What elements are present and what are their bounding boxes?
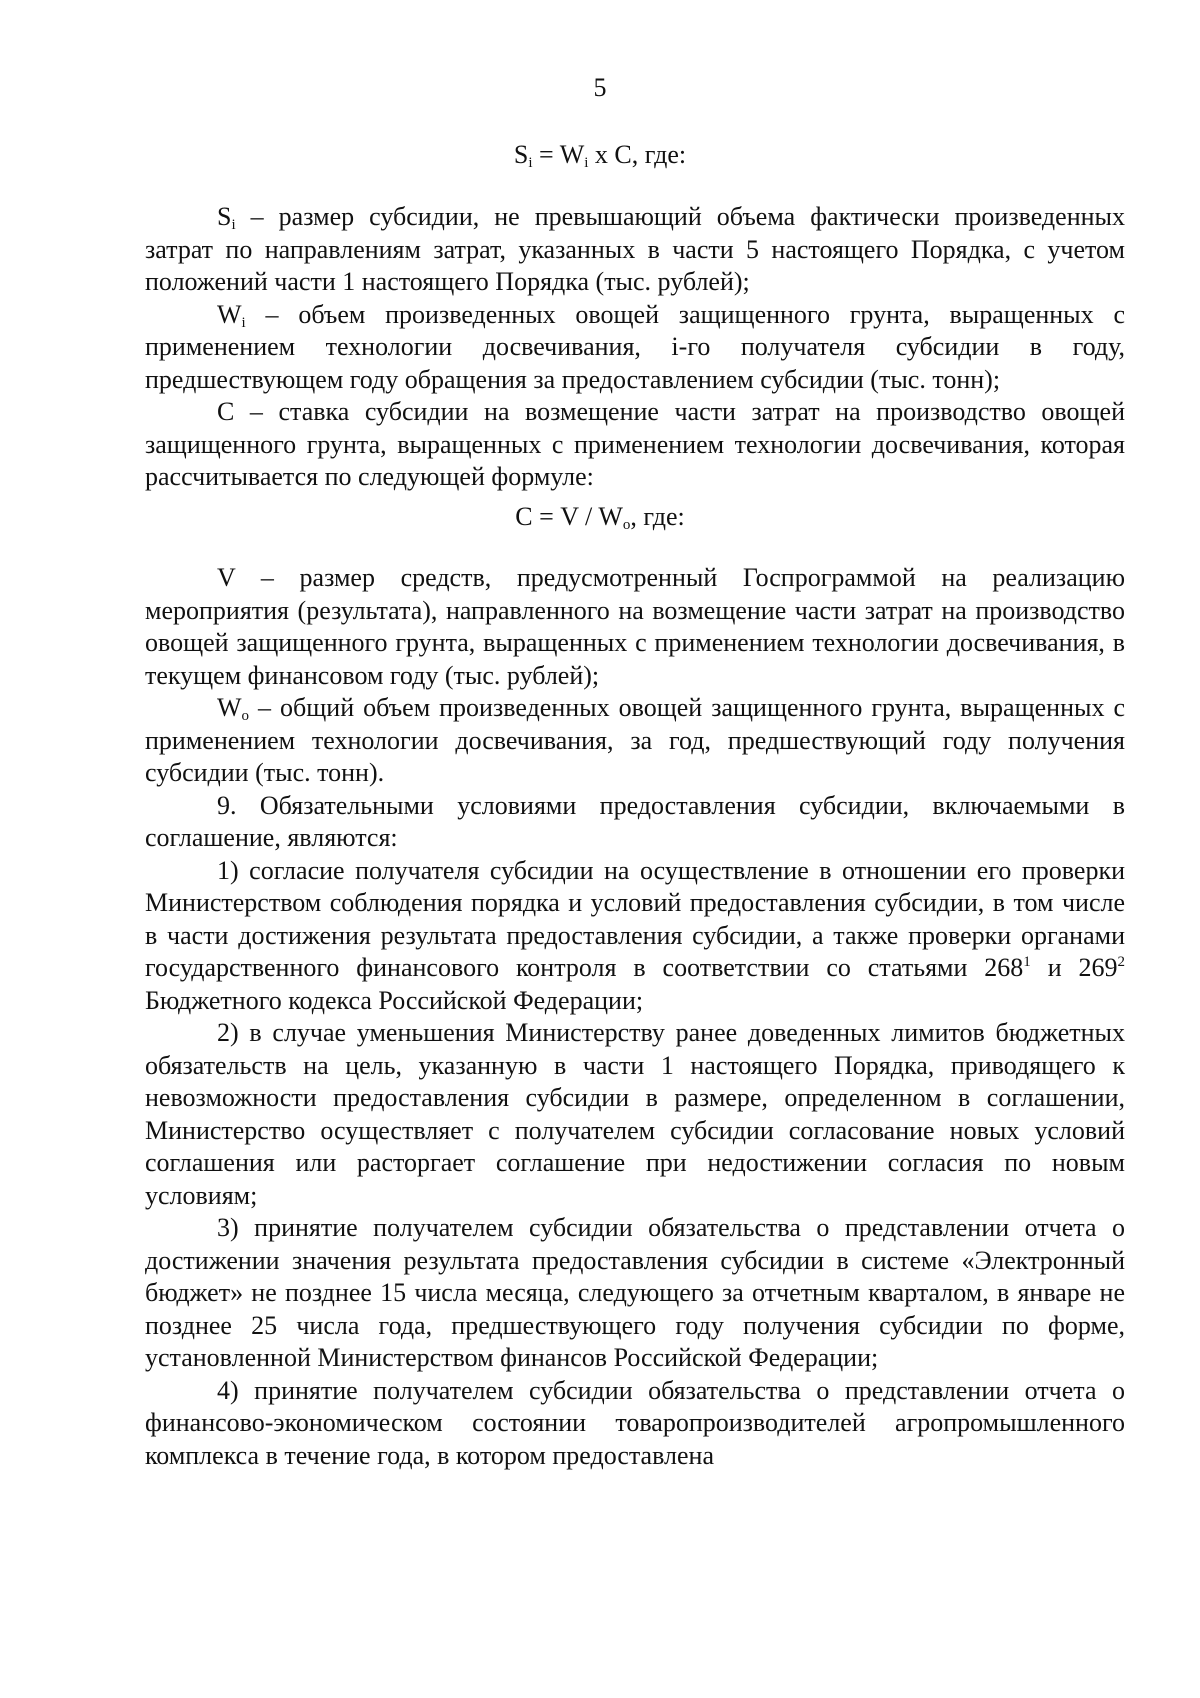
formula-rate: $С = V / W_о$, где: [515, 502, 685, 533]
formula-eq: = W [532, 140, 585, 169]
definitions-block-2 [145, 562, 1125, 1472]
formula-w-subscript: i [584, 155, 589, 171]
formula-s-symbol: S [513, 140, 529, 169]
definition-wo: $W_о$ – общий объем произведенных овощей защищенного грунта, выращенных с применением технологии досвечивания, за год, предшествующий году получения субсидии (тыс. тонн). [145, 693, 1125, 787]
page-number: 5 [593, 73, 607, 102]
formula-subsidy-size [0, 139, 1200, 171]
formula-s-subscript: i [528, 155, 533, 171]
condition-4: 4) принятие получателем субсидии обязательства о представлении отчета о финансово-экономическом состоянии товаропроизводителей агропромышленного комплекса в течение года, в котором предоставлена [145, 1375, 1125, 1470]
definitions-block-1 [145, 201, 1125, 494]
definition-c: С – ставка субсидии на возмещение части затрат на производство овощей защищенного грунта, выращенных с применением технологии досвечивания, которая рассчитывается по следующей формуле: [145, 397, 1125, 491]
definition-v: V – размер средств, предусмотренный Госпрограммой на реализацию мероприятия (результата), направленного на возмещение части затрат на производство овощей защищенного грунта, выращенных с применением технологии досвечивания, в текущем финансовом году (тыс. рублей); [145, 563, 1125, 690]
condition-1: 1) согласие получателя субсидии на осуществление в отношении его проверки Министерством соблюдения порядка и условий предоставления субсидии, в том числе в части достижения результата предоставления субсидии, а также проверки органами государственного финансового контроля в соответствии со статьями $268^1$ и $269^2$ Бюджетного кодекса Российской Федерации; [145, 855, 1125, 1015]
formula-rest: х С, где: [588, 140, 687, 169]
definition-s: $S_i$ – размер субсидии, не превышающий объема фактически произведенных затрат по направлениям затрат, указанных в части 5 настоящего Порядка, с учетом положений части 1 настоящего Порядка (тыс. рублей); [145, 202, 1125, 296]
item-9: 9. Обязательными условиями предоставления субсидии, включаемыми в соглашение, являются: [145, 790, 1125, 852]
definition-w: $W_i$ – объем произведенных овощей защищенного грунта, выращенных с применением технологии досвечивания, i-го получателя субсидии в году, предшествующем году обращения за предоставлением субсидии (тыс. тонн); [145, 299, 1125, 394]
condition-3: 3) принятие получателем субсидии обязательства о представлении отчета о достижении значения результата предоставления субсидии в системе «Электронный бюджет» не позднее 15 числа месяца, следующего за отчетным кварталом, в январе не позднее 25 числа года, предшествующего году получения субсидии по форме, установленной Министерством финансов Российской Федерации; [145, 1213, 1125, 1372]
condition-2: 2) в случае уменьшения Министерству ранее доведенных лимитов бюджетных обязательств на цель, указанную в части 1 настоящего Порядка, приводящего к невозможности предоставления субсидии в размере, определенном в соглашении, Министерство осуществляет с получателем субсидии согласование новых условий соглашения или расторгает соглашение при недостижении согласия по новым условиям; [145, 1018, 1125, 1210]
